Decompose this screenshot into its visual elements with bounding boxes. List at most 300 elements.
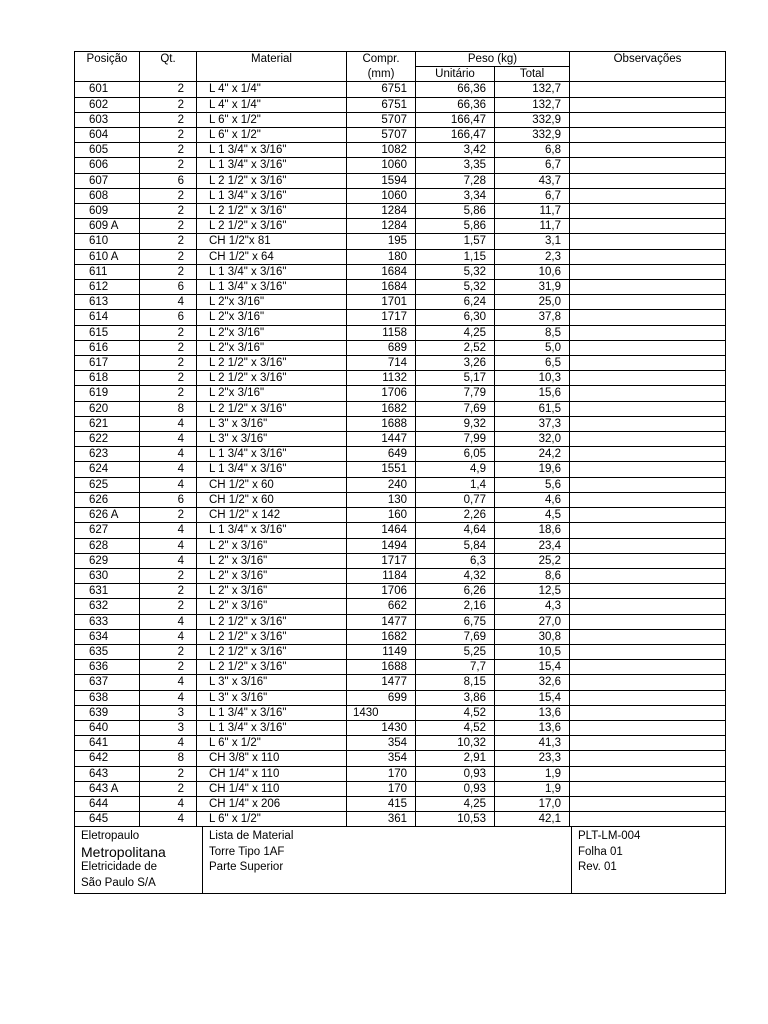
cell-peso-unitario: 66,36 — [416, 82, 495, 97]
cell-observacoes — [570, 158, 726, 173]
cell-comprimento: 1688 — [347, 660, 416, 675]
cell-peso-unitario: 4,52 — [416, 720, 495, 735]
cell-qt: 8 — [140, 751, 197, 766]
table-row — [75, 340, 726, 355]
table-row — [75, 401, 726, 416]
company-name-line3: Eletricidade de — [81, 861, 158, 874]
cell-material: L 1 3/4" x 3/16" — [197, 158, 347, 173]
cell-peso-total: 43,7 — [495, 173, 570, 188]
table-row — [75, 188, 726, 203]
cell-qt: 4 — [140, 736, 197, 751]
cell-posicao: 643 A — [75, 781, 140, 796]
table-row — [75, 234, 726, 249]
cell-qt: 6 — [140, 280, 197, 295]
cell-posicao: 621 — [75, 416, 140, 431]
cell-observacoes — [570, 751, 726, 766]
cell-material: L 1 3/4" x 3/16" — [197, 264, 347, 279]
cell-comprimento: 1688 — [347, 416, 416, 431]
cell-peso-total: 10,6 — [495, 264, 570, 279]
cell-peso-total: 41,3 — [495, 736, 570, 751]
cell-comprimento: 714 — [347, 356, 416, 371]
cell-peso-unitario: 0,77 — [416, 492, 495, 507]
cell-comprimento: 240 — [347, 477, 416, 492]
cell-material: L 6" x 1/2" — [197, 128, 347, 143]
cell-comprimento: 1060 — [347, 158, 416, 173]
cell-posicao: 644 — [75, 796, 140, 811]
cell-observacoes — [570, 280, 726, 295]
cell-comprimento: 354 — [347, 751, 416, 766]
cell-peso-unitario: 0,93 — [416, 766, 495, 781]
cell-posicao: 639 — [75, 705, 140, 720]
cell-posicao: 611 — [75, 264, 140, 279]
company-block — [75, 827, 203, 894]
cell-qt: 2 — [140, 325, 197, 340]
cell-comprimento: 1060 — [347, 188, 416, 203]
cell-peso-unitario: 6,3 — [416, 553, 495, 568]
table-row — [75, 584, 726, 599]
cell-material: CH 1/2" x 60 — [197, 492, 347, 507]
cell-observacoes — [570, 97, 726, 112]
cell-material: L 1 3/4" x 3/16" — [197, 188, 347, 203]
cell-comprimento: 1284 — [347, 219, 416, 234]
cell-peso-total: 6,7 — [495, 158, 570, 173]
cell-material: L 2" x 3/16" — [197, 568, 347, 583]
cell-peso-total: 132,7 — [495, 97, 570, 112]
cell-qt: 2 — [140, 158, 197, 173]
cell-peso-total: 8,6 — [495, 568, 570, 583]
cell-material: L 2 1/2" x 3/16" — [197, 660, 347, 675]
header-compr-unit: (mm) — [347, 67, 416, 82]
cell-peso-unitario: 6,26 — [416, 584, 495, 599]
cell-observacoes — [570, 128, 726, 143]
cell-comprimento: 6751 — [347, 97, 416, 112]
cell-observacoes — [570, 508, 726, 523]
cell-posicao: 641 — [75, 736, 140, 751]
cell-peso-total: 10,3 — [495, 371, 570, 386]
header-material: Material — [197, 52, 347, 82]
header-posicao: Posição — [75, 52, 140, 82]
cell-posicao: 609 A — [75, 219, 140, 234]
cell-qt: 2 — [140, 766, 197, 781]
cell-peso-total: 37,8 — [495, 310, 570, 325]
cell-material: L 1 3/4" x 3/16" — [197, 447, 347, 462]
table-row — [75, 280, 726, 295]
cell-posicao: 603 — [75, 112, 140, 127]
cell-material: L 6" x 1/2" — [197, 736, 347, 751]
cell-comprimento: 1551 — [347, 462, 416, 477]
cell-peso-total: 5,6 — [495, 477, 570, 492]
cell-observacoes — [570, 340, 726, 355]
table-row — [75, 143, 726, 158]
cell-comprimento: 1717 — [347, 310, 416, 325]
cell-material: CH 1/4" x 110 — [197, 766, 347, 781]
cell-comprimento: 180 — [347, 249, 416, 264]
cell-material: L 2 1/2" x 3/16" — [197, 371, 347, 386]
cell-peso-unitario: 3,34 — [416, 188, 495, 203]
cell-peso-total: 8,5 — [495, 325, 570, 340]
cell-qt: 4 — [140, 690, 197, 705]
cell-peso-unitario: 66,36 — [416, 97, 495, 112]
cell-qt: 3 — [140, 705, 197, 720]
cell-posicao: 626 — [75, 492, 140, 507]
cell-peso-unitario: 7,7 — [416, 660, 495, 675]
cell-comprimento: 415 — [347, 796, 416, 811]
cell-peso-total: 37,3 — [495, 416, 570, 431]
cell-material: L 3" x 3/16" — [197, 675, 347, 690]
cell-material: L 4" x 1/4" — [197, 82, 347, 97]
table-row — [75, 644, 726, 659]
cell-observacoes — [570, 447, 726, 462]
cell-posicao: 610 A — [75, 249, 140, 264]
cell-comprimento: 5707 — [347, 112, 416, 127]
cell-material: CH 1/2"x 81 — [197, 234, 347, 249]
cell-qt: 4 — [140, 538, 197, 553]
cell-peso-unitario: 5,25 — [416, 644, 495, 659]
cell-comprimento: 1717 — [347, 553, 416, 568]
cell-material: L 2 1/2" x 3/16" — [197, 644, 347, 659]
cell-posicao: 620 — [75, 401, 140, 416]
cell-qt: 4 — [140, 553, 197, 568]
cell-peso-total: 11,7 — [495, 204, 570, 219]
cell-comprimento: 1684 — [347, 280, 416, 295]
cell-posicao: 635 — [75, 644, 140, 659]
cell-posicao: 607 — [75, 173, 140, 188]
cell-posicao: 616 — [75, 340, 140, 355]
cell-qt: 2 — [140, 112, 197, 127]
cell-peso-total: 23,3 — [495, 751, 570, 766]
revision: Rev. 01 — [578, 861, 617, 874]
cell-qt: 2 — [140, 188, 197, 203]
header-compr: Compr. — [347, 52, 416, 67]
cell-comprimento: 1464 — [347, 523, 416, 538]
cell-posicao: 643 — [75, 766, 140, 781]
cell-peso-unitario: 7,99 — [416, 432, 495, 447]
cell-peso-unitario: 7,28 — [416, 173, 495, 188]
cell-peso-total: 332,9 — [495, 112, 570, 127]
cell-material: L 2 1/2" x 3/16" — [197, 356, 347, 371]
cell-peso-total: 17,0 — [495, 796, 570, 811]
cell-material: L 2 1/2" x 3/16" — [197, 401, 347, 416]
cell-posicao: 628 — [75, 538, 140, 553]
cell-qt: 2 — [140, 97, 197, 112]
header-total: Total — [495, 67, 570, 82]
cell-comprimento: 170 — [347, 781, 416, 796]
table-row — [75, 690, 726, 705]
cell-posicao: 608 — [75, 188, 140, 203]
cell-observacoes — [570, 614, 726, 629]
table-row — [75, 523, 726, 538]
cell-observacoes — [570, 705, 726, 720]
cell-observacoes — [570, 173, 726, 188]
header-unitario: Unitário — [416, 67, 495, 82]
cell-posicao: 610 — [75, 234, 140, 249]
cell-observacoes — [570, 538, 726, 553]
cell-peso-unitario: 4,25 — [416, 325, 495, 340]
cell-observacoes — [570, 432, 726, 447]
cell-material: L 1 3/4" x 3/16" — [197, 462, 347, 477]
cell-peso-unitario: 10,53 — [416, 812, 495, 827]
cell-peso-total: 2,3 — [495, 249, 570, 264]
cell-material: CH 1/2" x 64 — [197, 249, 347, 264]
cell-observacoes — [570, 188, 726, 203]
cell-comprimento: 1132 — [347, 371, 416, 386]
cell-observacoes — [570, 568, 726, 583]
cell-qt: 2 — [140, 356, 197, 371]
company-name-line4: São Paulo S/A — [81, 876, 156, 889]
cell-peso-unitario: 8,15 — [416, 675, 495, 690]
cell-material: L 2 1/2" x 3/16" — [197, 173, 347, 188]
cell-qt: 2 — [140, 143, 197, 158]
cell-qt: 2 — [140, 340, 197, 355]
cell-peso-unitario: 5,86 — [416, 219, 495, 234]
table-row — [75, 249, 726, 264]
cell-peso-total: 15,4 — [495, 690, 570, 705]
cell-peso-unitario: 9,32 — [416, 416, 495, 431]
cell-peso-unitario: 4,52 — [416, 705, 495, 720]
cell-peso-total: 13,6 — [495, 720, 570, 735]
table-row — [75, 82, 726, 97]
cell-peso-total: 10,5 — [495, 644, 570, 659]
cell-qt: 2 — [140, 219, 197, 234]
cell-peso-unitario: 6,24 — [416, 295, 495, 310]
tower-part: Parte Superior — [209, 861, 284, 874]
cell-peso-total: 31,9 — [495, 280, 570, 295]
cell-material: L 2 1/2" x 3/16" — [197, 629, 347, 644]
cell-comprimento: 5707 — [347, 128, 416, 143]
table-row — [75, 812, 726, 827]
table-row — [75, 553, 726, 568]
cell-material: L 6" x 1/2" — [197, 812, 347, 827]
cell-posicao: 640 — [75, 720, 140, 735]
cell-comprimento: 170 — [347, 766, 416, 781]
table-row — [75, 629, 726, 644]
table-row — [75, 447, 726, 462]
table-row — [75, 568, 726, 583]
cell-peso-total: 25,2 — [495, 553, 570, 568]
cell-observacoes — [570, 386, 726, 401]
cell-comprimento: 1682 — [347, 401, 416, 416]
cell-qt: 2 — [140, 660, 197, 675]
table-row — [75, 432, 726, 447]
cell-qt: 4 — [140, 462, 197, 477]
cell-peso-total: 19,6 — [495, 462, 570, 477]
cell-comprimento: 1430 — [347, 720, 416, 735]
cell-qt: 8 — [140, 401, 197, 416]
table-row — [75, 599, 726, 614]
cell-peso-unitario: 5,86 — [416, 204, 495, 219]
cell-posicao: 638 — [75, 690, 140, 705]
cell-peso-total: 25,0 — [495, 295, 570, 310]
cell-peso-total: 27,0 — [495, 614, 570, 629]
cell-posicao: 609 — [75, 204, 140, 219]
cell-peso-unitario: 6,75 — [416, 614, 495, 629]
cell-peso-total: 6,8 — [495, 143, 570, 158]
table-row — [75, 264, 726, 279]
cell-qt: 2 — [140, 82, 197, 97]
cell-posicao: 606 — [75, 158, 140, 173]
cell-peso-unitario: 1,57 — [416, 234, 495, 249]
cell-material: L 6" x 1/2" — [197, 112, 347, 127]
cell-peso-total: 4,3 — [495, 599, 570, 614]
table-row — [75, 492, 726, 507]
cell-posicao: 601 — [75, 82, 140, 97]
cell-qt: 2 — [140, 508, 197, 523]
cell-posicao: 615 — [75, 325, 140, 340]
table-row — [75, 386, 726, 401]
cell-comprimento: 1447 — [347, 432, 416, 447]
cell-posicao: 630 — [75, 568, 140, 583]
cell-observacoes — [570, 629, 726, 644]
table-row — [75, 112, 726, 127]
cell-material: L 2" x 3/16" — [197, 553, 347, 568]
cell-comprimento: 1184 — [347, 568, 416, 583]
cell-observacoes — [570, 660, 726, 675]
cell-observacoes — [570, 675, 726, 690]
cell-material: L 2"x 3/16" — [197, 310, 347, 325]
cell-qt: 2 — [140, 781, 197, 796]
cell-qt: 4 — [140, 523, 197, 538]
cell-posicao: 618 — [75, 371, 140, 386]
cell-peso-unitario: 4,64 — [416, 523, 495, 538]
cell-observacoes — [570, 781, 726, 796]
cell-qt: 4 — [140, 812, 197, 827]
cell-comprimento: 1684 — [347, 264, 416, 279]
cell-comprimento: 689 — [347, 340, 416, 355]
cell-observacoes — [570, 112, 726, 127]
cell-posicao: 633 — [75, 614, 140, 629]
cell-observacoes — [570, 356, 726, 371]
document-title: Lista de Material — [209, 830, 294, 843]
document-reference-block — [572, 827, 726, 894]
table-row — [75, 538, 726, 553]
header-qt: Qt. — [140, 52, 197, 82]
cell-observacoes — [570, 249, 726, 264]
cell-material: L 2"x 3/16" — [197, 325, 347, 340]
cell-peso-unitario: 4,9 — [416, 462, 495, 477]
cell-qt: 2 — [140, 584, 197, 599]
table-row — [75, 325, 726, 340]
cell-posicao: 604 — [75, 128, 140, 143]
cell-peso-unitario: 166,47 — [416, 128, 495, 143]
document-description-block — [203, 827, 572, 894]
cell-peso-total: 13,6 — [495, 705, 570, 720]
table-row — [75, 310, 726, 325]
table-body — [75, 82, 726, 827]
cell-comprimento: 1082 — [347, 143, 416, 158]
table-row — [75, 614, 726, 629]
cell-qt: 4 — [140, 447, 197, 462]
cell-material: CH 1/4" x 110 — [197, 781, 347, 796]
cell-posicao: 614 — [75, 310, 140, 325]
cell-observacoes — [570, 82, 726, 97]
cell-qt: 4 — [140, 614, 197, 629]
cell-material: L 2 1/2" x 3/16" — [197, 204, 347, 219]
cell-qt: 4 — [140, 477, 197, 492]
cell-comprimento: 1284 — [347, 204, 416, 219]
cell-peso-total: 132,7 — [495, 82, 570, 97]
cell-peso-total: 4,5 — [495, 508, 570, 523]
cell-peso-unitario: 3,86 — [416, 690, 495, 705]
cell-peso-unitario: 166,47 — [416, 112, 495, 127]
table-row — [75, 736, 726, 751]
table-row — [75, 219, 726, 234]
cell-material: L 2"x 3/16" — [197, 295, 347, 310]
cell-peso-total: 6,7 — [495, 188, 570, 203]
cell-observacoes — [570, 553, 726, 568]
cell-peso-unitario: 2,26 — [416, 508, 495, 523]
cell-comprimento: 160 — [347, 508, 416, 523]
cell-comprimento: 1158 — [347, 325, 416, 340]
table-row — [75, 295, 726, 310]
cell-material: L 3" x 3/16" — [197, 432, 347, 447]
cell-peso-unitario: 3,42 — [416, 143, 495, 158]
cell-observacoes — [570, 812, 726, 827]
cell-qt: 2 — [140, 386, 197, 401]
cell-observacoes — [570, 401, 726, 416]
cell-posicao: 623 — [75, 447, 140, 462]
cell-qt: 2 — [140, 249, 197, 264]
cell-observacoes — [570, 325, 726, 340]
cell-observacoes — [570, 143, 726, 158]
cell-qt: 2 — [140, 644, 197, 659]
cell-qt: 3 — [140, 720, 197, 735]
cell-peso-unitario: 4,32 — [416, 568, 495, 583]
company-name-line1: Eletropaulo — [81, 830, 140, 843]
table-row — [75, 660, 726, 675]
cell-peso-unitario: 2,91 — [416, 751, 495, 766]
cell-comprimento: 1706 — [347, 584, 416, 599]
cell-observacoes — [570, 766, 726, 781]
cell-material: CH 1/4" x 206 — [197, 796, 347, 811]
cell-material: L 1 3/4" x 3/16" — [197, 720, 347, 735]
cell-observacoes — [570, 310, 726, 325]
header-peso: Peso (kg) — [416, 52, 570, 67]
cell-material: CH 3/8" x 110 — [197, 751, 347, 766]
cell-material: L 1 3/4" x 3/16" — [197, 143, 347, 158]
cell-peso-unitario: 5,84 — [416, 538, 495, 553]
cell-posicao: 612 — [75, 280, 140, 295]
cell-peso-unitario: 5,32 — [416, 280, 495, 295]
cell-observacoes — [570, 796, 726, 811]
cell-peso-total: 42,1 — [495, 812, 570, 827]
cell-observacoes — [570, 477, 726, 492]
cell-peso-total: 332,9 — [495, 128, 570, 143]
cell-posicao: 631 — [75, 584, 140, 599]
cell-observacoes — [570, 204, 726, 219]
cell-posicao: 626 A — [75, 508, 140, 523]
cell-posicao: 642 — [75, 751, 140, 766]
table-row — [75, 720, 726, 735]
cell-peso-unitario: 3,26 — [416, 356, 495, 371]
cell-peso-total: 6,5 — [495, 356, 570, 371]
cell-observacoes — [570, 371, 726, 386]
cell-posicao: 613 — [75, 295, 140, 310]
cell-peso-total: 1,9 — [495, 781, 570, 796]
cell-comprimento: 1494 — [347, 538, 416, 553]
cell-material: L 1 3/4" x 3/16" — [197, 280, 347, 295]
cell-qt: 2 — [140, 568, 197, 583]
table-row — [75, 356, 726, 371]
cell-peso-unitario: 2,52 — [416, 340, 495, 355]
cell-peso-unitario: 1,15 — [416, 249, 495, 264]
table-row — [75, 705, 726, 720]
cell-peso-total: 3,1 — [495, 234, 570, 249]
cell-posicao: 605 — [75, 143, 140, 158]
cell-observacoes — [570, 492, 726, 507]
cell-posicao: 619 — [75, 386, 140, 401]
cell-comprimento: 1477 — [347, 614, 416, 629]
table-row — [75, 204, 726, 219]
